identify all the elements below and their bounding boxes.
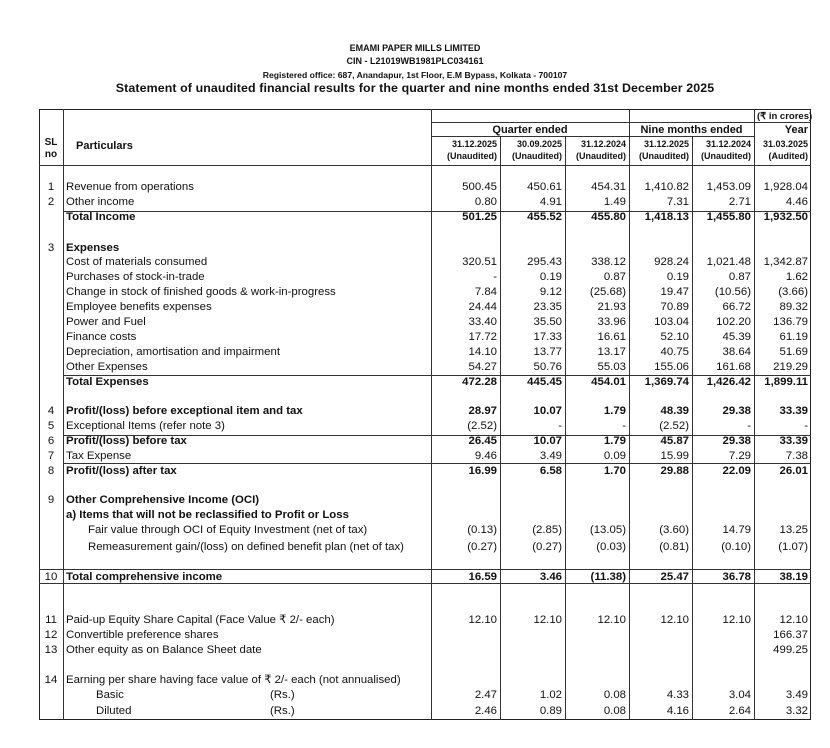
row-label: Paid-up Equity Share Capital (Face Value ₹ 2/- each) <box>66 614 335 626</box>
table-cell: 1.70 <box>603 465 626 477</box>
row-label: Convertible preference shares <box>66 629 219 641</box>
row-label: Total Income <box>66 211 136 223</box>
row-label: Total Expenses <box>66 376 149 388</box>
table-cell: 33.96 <box>597 316 626 328</box>
column-status: (Unaudited) <box>512 151 562 161</box>
table-cell: 45.39 <box>722 331 751 343</box>
table-cell: 25.47 <box>660 571 689 583</box>
row-sl: 10 <box>44 571 58 583</box>
column-status: (Unaudited) <box>639 151 689 161</box>
row-label: Employee benefits expenses <box>66 301 212 313</box>
row-label: Total comprehensive income <box>66 571 223 583</box>
table-cell: 28.97 <box>468 405 497 417</box>
table-cell: 1.49 <box>603 196 626 208</box>
table-cell: 1,342.87 <box>763 256 808 268</box>
table-cell: 10.07 <box>533 405 562 417</box>
row-label: Expenses <box>66 242 120 254</box>
table-cell: 54.27 <box>468 361 497 373</box>
table-cell: 26.45 <box>468 435 497 447</box>
grid-line-horizontal <box>39 569 811 570</box>
table-cell: 0.08 <box>603 705 626 717</box>
row-sl: 6 <box>47 435 55 447</box>
table-cell: 1,021.48 <box>706 256 751 268</box>
table-cell: (0.27) <box>532 541 562 553</box>
table-cell: 1,426.42 <box>706 376 751 388</box>
row-sl: 3 <box>47 242 55 254</box>
row-label: Earning per share having face value of ₹ 2/- each (not annualised) <box>66 674 401 686</box>
table-cell: 16.61 <box>597 331 626 343</box>
table-cell: 7.31 <box>666 196 689 208</box>
row-label: Exceptional Items (refer note 3) <box>66 420 225 432</box>
grid-line-vertical <box>500 136 501 720</box>
table-cell: 17.72 <box>468 331 497 343</box>
row-label: Other Expenses <box>66 361 148 373</box>
table-cell: 0.89 <box>539 705 562 717</box>
unit-note: (₹ in crores) <box>757 111 813 122</box>
column-status: (Audited) <box>768 151 808 161</box>
table-cell: 12.10 <box>660 614 689 626</box>
column-date: 31.12.2024 <box>580 139 626 149</box>
row-sl: 4 <box>47 405 55 417</box>
row-label: Profit/(loss) after tax <box>66 465 177 477</box>
table-cell: 1.02 <box>539 689 562 701</box>
grid-line-horizontal <box>63 463 811 464</box>
table-cell: 0.87 <box>728 271 751 283</box>
table-cell: - <box>493 271 497 283</box>
table-cell: (3.66) <box>778 286 808 298</box>
company-name: EMAMI PAPER MILLS LIMITED <box>349 43 481 53</box>
table-cell: 161.68 <box>716 361 751 373</box>
table-cell: 103.04 <box>654 316 689 328</box>
table-cell: 29.38 <box>722 435 751 447</box>
table-cell: 36.78 <box>722 571 751 583</box>
table-cell: 45.87 <box>660 435 689 447</box>
grid-line-vertical <box>431 109 432 720</box>
table-cell: 15.99 <box>660 450 689 462</box>
table-cell: 4.91 <box>539 196 562 208</box>
table-cell: 501.25 <box>462 211 497 223</box>
company-cin: CIN - L21019WB1981PLC034161 <box>346 56 484 66</box>
row-unit: (Rs.) <box>270 689 295 701</box>
quarter-ended-header: Quarter ended <box>492 124 568 136</box>
column-date: 30.09.2025 <box>516 139 562 149</box>
grid-line-horizontal <box>431 136 754 137</box>
year-header: Year <box>784 124 808 136</box>
table-cell: 166.37 <box>773 629 808 641</box>
table-cell: 3.46 <box>539 571 562 583</box>
row-label: Revenue from operations <box>66 181 194 193</box>
table-cell: 454.01 <box>591 376 626 388</box>
table-cell: 4.33 <box>666 689 689 701</box>
row-sl: 12 <box>44 629 58 641</box>
table-cell: 12.10 <box>533 614 562 626</box>
table-cell: 24.44 <box>468 301 497 313</box>
table-cell: (0.81) <box>659 541 689 553</box>
table-cell: (13.05) <box>589 524 626 536</box>
table-cell: 9.46 <box>474 450 497 462</box>
table-cell: 12.10 <box>722 614 751 626</box>
table-cell: (0.13) <box>467 524 497 536</box>
table-cell: 1.62 <box>785 271 808 283</box>
table-cell: - <box>747 420 751 432</box>
table-cell: 13.77 <box>533 346 562 358</box>
table-cell: 33.40 <box>468 316 497 328</box>
column-date: 31.03.2025 <box>762 139 808 149</box>
table-cell: 55.03 <box>597 361 626 373</box>
table-cell: 26.01 <box>779 465 808 477</box>
column-date: 31.12.2025 <box>451 139 497 149</box>
table-cell: 29.38 <box>722 405 751 417</box>
table-cell: 455.52 <box>527 211 562 223</box>
particulars-header: Particulars <box>76 140 133 152</box>
column-status: (Unaudited) <box>576 151 626 161</box>
grid-line-vertical <box>692 136 693 720</box>
table-cell: 22.09 <box>722 465 751 477</box>
table-cell: 0.09 <box>603 450 626 462</box>
table-cell: 7.84 <box>474 286 497 298</box>
table-cell: 295.43 <box>527 256 562 268</box>
row-label: Power and Fuel <box>66 316 146 328</box>
row-sl: 11 <box>45 614 57 626</box>
table-cell: 6.58 <box>539 465 562 477</box>
table-cell: 35.50 <box>533 316 562 328</box>
row-sl: 1 <box>47 181 55 193</box>
table-cell: 9.12 <box>539 286 562 298</box>
row-label: Finance costs <box>66 331 137 343</box>
table-cell: 320.51 <box>462 256 497 268</box>
table-cell: 12.10 <box>779 614 808 626</box>
table-cell: 4.46 <box>785 196 808 208</box>
table-cell: 499.25 <box>773 644 808 656</box>
table-cell: 50.76 <box>533 361 562 373</box>
table-cell: 4.16 <box>666 705 689 717</box>
table-cell: 0.87 <box>603 271 626 283</box>
table-cell: 38.64 <box>722 346 751 358</box>
row-sl: 7 <box>47 450 55 462</box>
table-cell: - <box>558 420 562 432</box>
table-cell: 1,453.09 <box>706 181 751 193</box>
table-cell: 1,369.74 <box>644 376 689 388</box>
row-sl: 13 <box>44 644 58 656</box>
table-cell: 19.47 <box>660 286 689 298</box>
table-cell: 14.10 <box>468 346 497 358</box>
table-cell: - <box>622 420 626 432</box>
table-cell: 61.19 <box>779 331 808 343</box>
row-label: Other income <box>66 196 135 208</box>
table-cell: 454.31 <box>591 181 626 193</box>
column-date: 31.12.2024 <box>705 139 751 149</box>
row-sl: 5 <box>47 420 55 432</box>
table-cell: 23.35 <box>533 301 562 313</box>
row-label: Fair value through OCI of Equity Investment (net of tax) <box>88 524 368 536</box>
table-cell: 2.64 <box>728 705 751 717</box>
table-cell: 12.10 <box>597 614 626 626</box>
table-cell: 1,455.80 <box>706 211 751 223</box>
table-cell: 66.72 <box>722 301 751 313</box>
table-cell: 13.17 <box>597 346 626 358</box>
table-cell: 1,932.50 <box>763 211 808 223</box>
row-unit: (Rs.) <box>270 705 295 717</box>
table-cell: 2.71 <box>728 196 751 208</box>
row-label: Change in stock of finished goods & work-in-progress <box>66 286 336 298</box>
row-label: Other equity as on Balance Sheet date <box>66 644 262 656</box>
table-cell: - <box>804 420 808 432</box>
table-cell: 33.39 <box>779 405 808 417</box>
table-cell: (25.68) <box>589 286 626 298</box>
table-cell: 3.32 <box>785 705 808 717</box>
table-cell: 2.46 <box>474 705 497 717</box>
table-cell: 136.79 <box>773 316 808 328</box>
table-cell: 29.88 <box>660 465 689 477</box>
row-label: Basic <box>96 689 124 701</box>
table-cell: 500.45 <box>462 181 497 193</box>
table-cell: 7.29 <box>728 450 751 462</box>
nine-months-header: Nine months ended <box>640 124 743 136</box>
table-cell: 16.59 <box>468 571 497 583</box>
table-cell: 1,928.04 <box>763 181 808 193</box>
table-cell: (11.38) <box>590 571 626 583</box>
column-status: (Unaudited) <box>447 151 497 161</box>
table-cell: 0.08 <box>603 689 626 701</box>
table-cell: 3.49 <box>785 689 808 701</box>
table-cell: 51.69 <box>779 346 808 358</box>
table-cell: 472.28 <box>462 376 497 388</box>
grid-line-vertical <box>754 109 755 720</box>
table-cell: (1.07) <box>778 541 808 553</box>
column-status: (Unaudited) <box>701 151 751 161</box>
row-label: a) Items that will not be reclassified to Profit or Loss <box>66 509 349 521</box>
registered-office: Registered office: 687, Anandapur, 1st Floor, E.M Bypass, Kolkata - 700107 <box>262 70 568 80</box>
table-cell: 219.29 <box>773 361 808 373</box>
grid-line-vertical <box>63 109 64 720</box>
row-label: Remeasurement gain/(loss) on defined benefit plan (net of tax) <box>88 541 404 553</box>
grid-line-vertical <box>629 109 630 720</box>
sl-header: SL <box>44 137 58 148</box>
grid-line-horizontal <box>431 122 811 123</box>
table-cell: 7.38 <box>785 450 808 462</box>
table-cell: 155.06 <box>654 361 689 373</box>
table-cell: 13.25 <box>779 524 808 536</box>
table-cell: 17.33 <box>533 331 562 343</box>
table-cell: 1.79 <box>603 435 626 447</box>
row-label: Profit/(loss) before exceptional item and tax <box>66 405 303 417</box>
statement-title: Statement of unaudited financial results for the quarter and nine months ended 31st December 2025 <box>115 81 715 95</box>
row-sl: 2 <box>47 196 55 208</box>
row-label: Purchases of stock-in-trade <box>66 271 205 283</box>
table-cell: 1.79 <box>603 405 626 417</box>
table-cell: 14.79 <box>722 524 751 536</box>
table-cell: 10.07 <box>533 435 562 447</box>
table-cell: (2.52) <box>467 420 497 432</box>
row-label: Profit/(loss) before tax <box>66 435 187 447</box>
table-cell: 455.80 <box>591 211 626 223</box>
table-cell: 3.49 <box>539 450 562 462</box>
table-cell: 445.45 <box>527 376 562 388</box>
table-cell: 52.10 <box>660 331 689 343</box>
table-cell: (10.56) <box>714 286 751 298</box>
table-cell: (0.27) <box>467 541 497 553</box>
table-cell: (3.60) <box>659 524 689 536</box>
table-cell: 928.24 <box>654 256 689 268</box>
table-cell: 0.19 <box>539 271 562 283</box>
table-cell: 1,418.13 <box>644 211 689 223</box>
table-cell: (2.52) <box>659 420 689 432</box>
grid-line-horizontal <box>39 165 811 166</box>
table-cell: 38.19 <box>779 571 808 583</box>
table-cell: 338.12 <box>591 256 626 268</box>
table-cell: 3.04 <box>728 689 751 701</box>
table-cell: 16.99 <box>468 465 497 477</box>
table-cell: (0.10) <box>721 541 751 553</box>
table-cell: (2.85) <box>532 524 562 536</box>
column-date: 31.12.2025 <box>643 139 689 149</box>
table-cell: 40.75 <box>660 346 689 358</box>
row-label: Depreciation, amortisation and impairment <box>66 346 280 358</box>
table-cell: 33.39 <box>779 435 808 447</box>
row-sl: 14 <box>44 674 58 686</box>
table-cell: 1,899.11 <box>764 376 808 388</box>
row-label: Other Comprehensive Income (OCI) <box>66 494 260 506</box>
table-cell: 12.10 <box>468 614 497 626</box>
table-cell: 70.89 <box>660 301 689 313</box>
table-cell: 102.20 <box>716 316 751 328</box>
row-sl: 9 <box>47 494 55 506</box>
table-cell: 0.80 <box>474 196 497 208</box>
table-cell: 48.39 <box>660 405 689 417</box>
row-sl: 8 <box>47 465 55 477</box>
table-cell: 21.93 <box>597 301 626 313</box>
no-header: no <box>44 149 58 160</box>
row-label: Tax Expense <box>66 450 132 462</box>
table-cell: 89.32 <box>779 301 808 313</box>
row-label: Cost of materials consumed <box>66 256 208 268</box>
table-cell: 1,410.82 <box>644 181 689 193</box>
table-cell: 0.19 <box>666 271 689 283</box>
table-cell: 2.47 <box>474 689 497 701</box>
table-cell: (0.03) <box>596 541 626 553</box>
grid-line-vertical <box>565 136 566 720</box>
table-cell: 450.61 <box>527 181 562 193</box>
row-label: Diluted <box>96 705 132 717</box>
